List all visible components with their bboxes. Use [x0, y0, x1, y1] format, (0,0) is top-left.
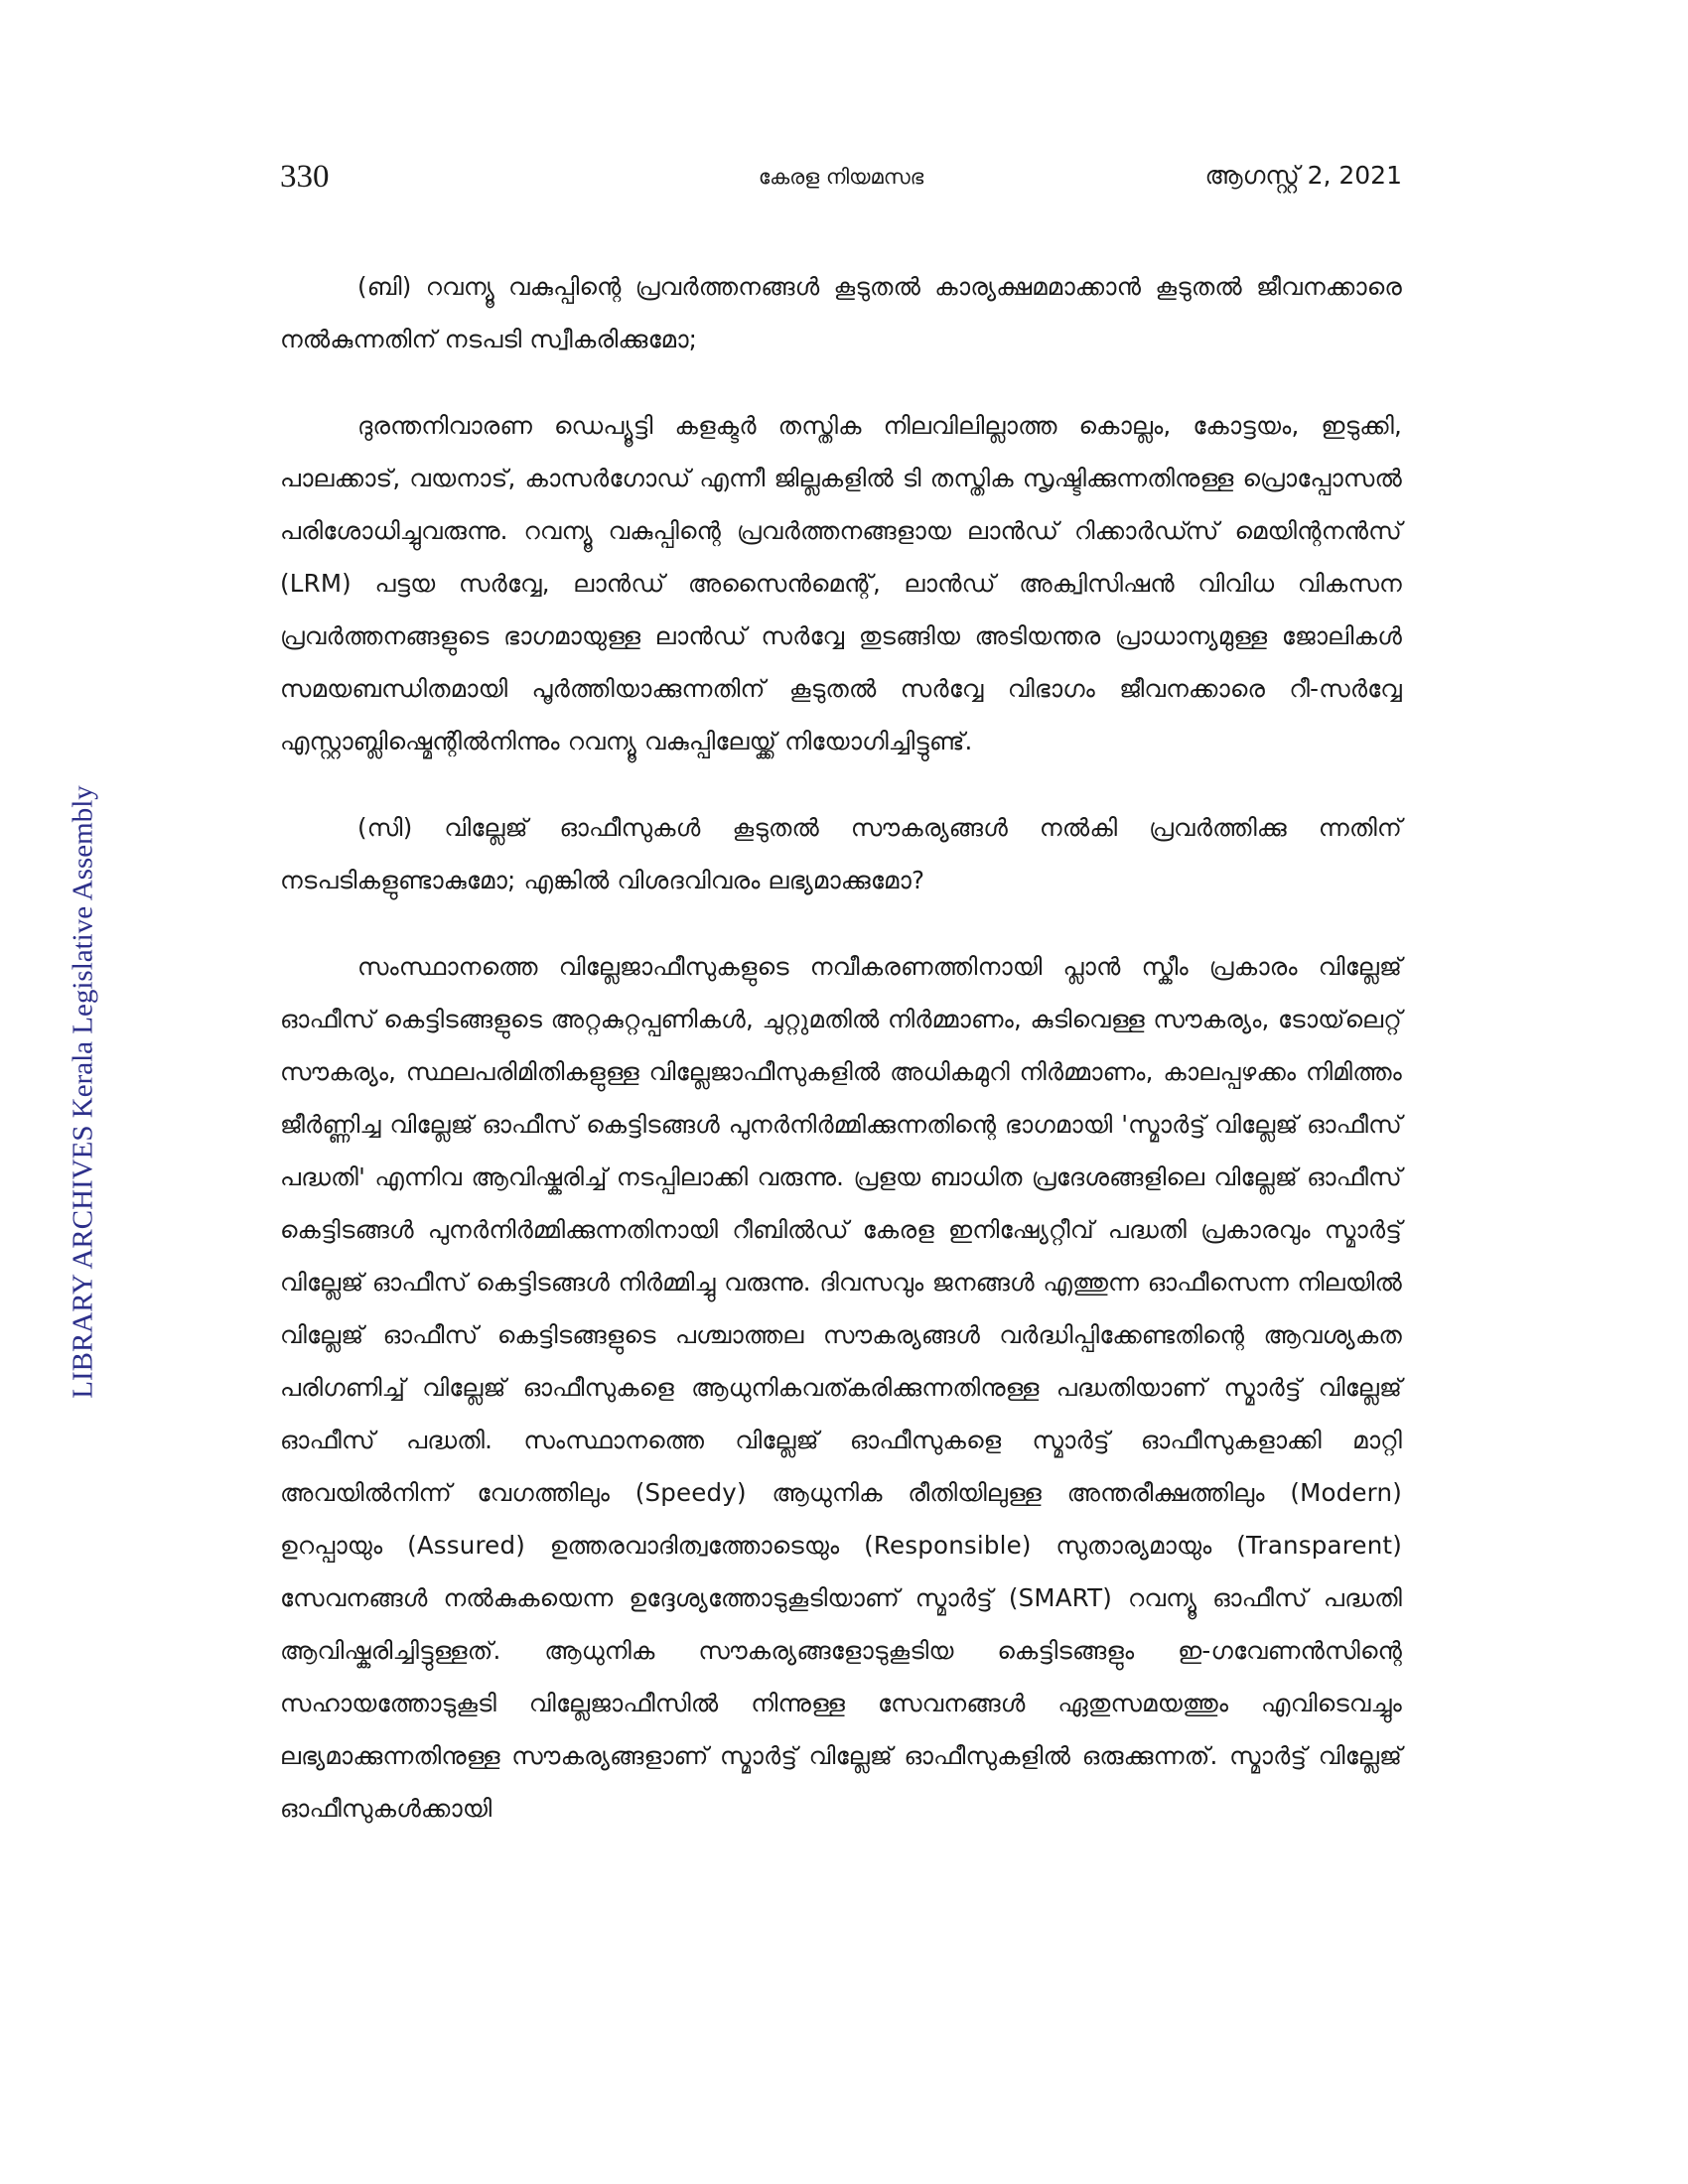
page-header: [280, 159, 1402, 206]
question-c-paragraph: (സി) വില്ലേജ് ഓഫീസുകൾ കൂടുതൽ സൗകര്യങ്ങൾ നൽകി പ്രവർത്തിക്കു ന്നതിന് നടപടികളുണ്ടാകുമോ; എങ്കിൽ വിശദവിവരം ലഭ്യമാക്കുമോ?: [280, 813, 1402, 894]
page-number: 330: [280, 159, 330, 195]
question-b-paragraph: (ബി) റവന്യൂ വകുപ്പിന്റെ പ്രവർത്തനങ്ങൾ കൂടുതൽ കാര്യക്ഷമമാക്കാൻ കൂടുതൽ ജീവനക്കാരെ നൽകുന്നതിന് നടപടി സ്വീകരിക്കുമോ;: [280, 272, 1402, 353]
archive-watermark: LIBRARY ARCHIVES Kerala Legislative Assembly: [67, 785, 99, 1399]
header-date: ആഗസ്റ്റ് 2, 2021: [1204, 161, 1402, 190]
answer-c-paragraph: സംസ്ഥാനത്തെ വില്ലേജാഫീസുകളുടെ നവീകരണത്തിനായി പ്ലാൻ സ്കീം പ്രകാരം വില്ലേജ് ഓഫീസ് കെട്ടിടങ്ങളുടെ അറ്റകുറ്റപ്പണികൾ, ചുറ്റുമതിൽ നിർമ്മാണം, കുടിവെള്ള സൗകര്യം, ടോയ്‌ലെറ്റ് സൗകര്യം, സ്ഥലപരിമിതികളുള്ള വില്ലേജാഫീസുകളിൽ അധികമുറി നിർമ്മാണം, കാലപ്പഴക്കം നിമിത്തം ജീർണ്ണിച്ച വില്ലേജ് ഓഫീസ് കെട്ടിടങ്ങൾ പുനർനിർമ്മിക്കുന്നതിന്റെ ഭാഗമായി 'സ്മാർട്ട് വില്ലേജ് ഓഫീസ് പദ്ധതി' എന്നിവ ആവിഷ്കരിച്ച് നടപ്പിലാക്കി വരുന്നു. പ്രളയ ബാധിത പ്രദേശങ്ങളിലെ വില്ലേജ് ഓഫീസ് കെട്ടിടങ്ങൾ പുനർനിർമ്മിക്കുന്നതിനായി റീബിൽഡ് കേരള ഇനിഷ്യേറ്റീവ് പദ്ധതി പ്രകാരവും സ്മാർട്ട് വില്ലേജ് ഓഫീസ് കെട്ടിടങ്ങൾ നിർമ്മിച്ചു വരുന്നു. ദിവസവും ജനങ്ങൾ എത്തുന്ന ഓഫീസെന്ന നിലയിൽ വില്ലേജ് ഓഫീസ് കെട്ടിടങ്ങളുടെ പശ്ചാത്തല സൗകര്യങ്ങൾ വർദ്ധിപ്പിക്കേണ്ടതിന്റെ ആവശ്യകത പരിഗണിച്ച് വില്ലേജ് ഓഫീസുകളെ ആധുനികവത്കരിക്കുന്നതിനുള്ള പദ്ധതിയാണ് സ്മാർട്ട് വില്ലേജ് ഓഫീസ് പദ്ധതി. സംസ്ഥാനത്തെ വില്ലേജ് ഓഫീസുകളെ സ്മാർട്ട് ഓഫീസുകളാക്കി മാറ്റി അവയിൽനിന്ന് വേഗത്തിലും (Speedy) ആധുനിക രീതിയിലുള്ള അന്തരീക്ഷത്തിലും (Modern) ഉറപ്പായും (Assured) ഉത്തരവാദിത്വത്തോടെയും (Responsible) സുതാര്യമായും (Transparent) സേവനങ്ങൾ നൽകുകയെന്ന ഉദ്ദേശ്യത്തോടുകൂടിയാണ് സ്മാർട്ട് (SMART) റവന്യൂ ഓഫീസ് പദ്ധതി ആവിഷ്കരിച്ചിട്ടുള്ളത്. ആധുനിക സൗകര്യങ്ങളോടുകൂടിയ കെട്ടിടങ്ങളും ഇ-ഗവേണൻസിന്റെ സഹായത്തോടുകൂടി വില്ലേജാഫീസിൽ നിന്നുള്ള സേവനങ്ങൾ ഏതുസമയത്തും എവിടെവച്ചും ലഭ്യമാക്കുന്നതിനുള്ള സൗകര്യങ്ങളാണ് സ്മാർട്ട് വില്ലേജ് ഓഫീസുകളിൽ ഒരുക്കുന്നത്. സ്മാർട്ട് വില്ലേജ് ഓഫീസുകൾക്കായി: [280, 952, 1402, 1823]
answer-b-paragraph: ദുരന്തനിവാരണ ഡെപ്യൂട്ടി കളക്ടർ തസ്തിക നിലവിലില്ലാത്ത കൊല്ലം, കോട്ടയം, ഇടുക്കി, പാലക്കാട്, വയനാട്, കാസർഗോഡ് എന്നീ ജില്ലകളിൽ ടി തസ്തിക സൃഷ്ടിക്കുന്നതിനുള്ള പ്രൊപ്പോസൽ പരിശോധിച്ചുവരുന്നു. റവന്യൂ വകുപ്പിന്റെ പ്രവർത്തനങ്ങളായ ലാൻഡ് റിക്കാർഡ്സ് മെയിന്റനൻസ് (LRM) പട്ടയ സർവ്വേ, ലാൻഡ് അസൈൻമെന്റ്, ലാൻഡ് അക്വിസിഷൻ വിവിധ വികസന പ്രവർത്തനങ്ങളുടെ ഭാഗമായുള്ള ലാൻഡ് സർവ്വേ തുടങ്ങിയ അടിയന്തര പ്രാധാന്യമുള്ള ജോലികൾ സമയബന്ധിതമായി പൂർത്തിയാക്കുന്നതിന് കൂടുതൽ സർവ്വേ വിഭാഗം ജീവനക്കാരെ റീ-സർവ്വേ എസ്റ്റാബ്ലിഷ്മെന്റിൽനിന്നും റവന്യൂ വകുപ്പിലേയ്ക്ക് നിയോഗിച്ചിട്ടുണ്ട്.: [280, 411, 1402, 755]
running-title: കേരള നിയമസഭ: [758, 165, 924, 189]
document-body: [280, 260, 1402, 1835]
